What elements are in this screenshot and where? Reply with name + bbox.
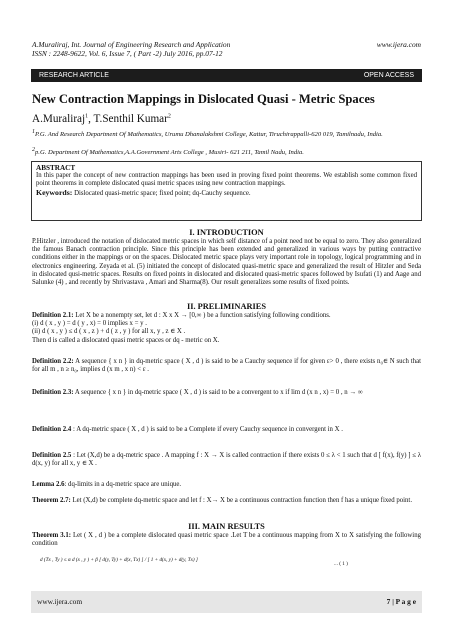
- definition-2-5-text: : Let (X,d) be a dq-metric space . A mapping f : X → X is called contraction if there exists 0 ≤ λ < 1 such that d [ f(x), f(y) ] ≤ λ d(x, y) for all x, y ∈ X .: [32, 452, 421, 468]
- definition-2-1-condition-i: (i) d ( x , y ) = d ( y , x) = 0 implies x = y .: [32, 320, 147, 328]
- definition-2-1-conclusion: Then d is called a dislocated quasi metric spaces or dq - metric on X.: [32, 336, 220, 344]
- abstract-body: In this paper the concept of new contraction mappings has been used in proving fixed point theorems. We establish some common fixed point theorems in complete dislocated quasi metric spaces using new contraction mappings.: [36, 172, 417, 188]
- theorem-3-1-text: Let ( X , d ) be a complete dislocated quasi metric space .Let T be a continuous mapping from X to X satisfying the following condition: [32, 532, 421, 548]
- introduction-paragraph: P.Hitzler , introduced the notation of dislocated metric spaces in which self distance of a point need not be equal to zero. They also generalized the famous Banach contraction principle. Since this principle has been extended and generalized in various ways by putting contractive conditions either in the mappings or on the spaces. Dislocated metric space plays very important role in topology, logical programming and in electronics engineering. Zeyada et al. (5) initiated the concept of dislocated quasi-metric space and generalized the result of Hitzler and Seda in dislocated qusi-metric spaces. Results on fixed points in dislocated and dislocated quasi-metric spaces followed by Isufati (1) and Aage and Salunke (4) , and recently by Shrivastava , Amari and Sharma(8). Our result generalizes some results of fixed points.: [32, 238, 421, 287]
- lemma-2-6-label: Lemma 2.6: [32, 481, 65, 488]
- affiliation-2: [32, 146, 423, 158]
- definition-2-4: [32, 426, 421, 434]
- definition-2-2-text: A sequence { x n } in dq-metric space ( X , d ) is said to be a Cauchy sequence if for given ε> 0 , there exists n₀∈ N such that for all m , n ≥ n₀, implies d (x m , x n) < ε .: [32, 358, 421, 374]
- journal-website[interactable]: www.ijera.com: [376, 40, 421, 49]
- affiliation-2-text: p.G. Department Of Mathematics,A.A.Government Arts College , Musiri- 621 211, Tamil Nadu, India.: [35, 149, 304, 157]
- definition-2-2-label: Definition 2.2:: [32, 358, 74, 365]
- theorem-3-1: [32, 532, 421, 548]
- journal-citation: A.Muraliraj, Int. Journal of Engineering Research and Application: [32, 40, 231, 49]
- section-heading-preliminaries: II. PRELIMINARIES: [186, 302, 267, 311]
- theorem-2-7-text: Let (X,d) be complete dq-metric space and let f : X→ X be a continuous contraction function then f has a unique fixed point.: [70, 497, 413, 504]
- page-footer: [31, 591, 422, 613]
- definition-2-1: [32, 312, 421, 345]
- affiliation-1: [32, 128, 423, 140]
- definition-2-1-label: Definition 2.1:: [32, 312, 74, 319]
- contraction-formula: d (Tx , Ty ) ≤ α d (x , y ) + β [ d(y, Ty) + d(x, Tx) ] / [ 1 + d(x, y) + d(y, Tx) ]: [40, 557, 198, 563]
- lemma-2-6-text: : dq-limits in a dq-metric space are unique.: [64, 481, 182, 488]
- definition-2-3: [32, 389, 421, 397]
- affiliation-1-sup: 1: [32, 129, 35, 135]
- keywords-text: Dislocated quasi-metric space; fixed point; dq-Cauchy sequence.: [74, 189, 251, 197]
- theorem-2-7-label: Theorem 2.7:: [32, 497, 71, 504]
- definition-2-3-text: A sequence { x n } in dq-metric space ( X , d ) is said to be a convergent to x if lim d (x n , x) = 0 , n → ∞: [73, 389, 363, 396]
- article-type-band: [31, 69, 422, 82]
- definition-2-1-condition-ii: (ii) d ( x , y ) ≤ d ( x , z ) + d ( z , y ) for all x, y , z ∈ X .: [32, 328, 186, 336]
- author-1: A.Muraliraj: [32, 113, 86, 125]
- keywords-label: Keywords:: [36, 187, 73, 197]
- research-article-label: RESEARCH ARTICLE: [39, 72, 109, 79]
- keywords-line: [36, 189, 417, 198]
- open-access-label: OPEN ACCESS: [363, 72, 414, 79]
- issn-line: ISSN : 2248-9622, Vol. 6, Issue 7, ( Part -2) July 2016, pp.07-12: [32, 49, 223, 58]
- abstract-heading: ABSTRACT: [36, 164, 76, 172]
- affiliation-1-text: P.G. And Research Department Of Mathematics, Urumu Dhanalakshmi College, Kattur, Tiruchirappalli-620 019, Tamilnadu, India.: [35, 131, 383, 139]
- definition-2-5: [32, 452, 421, 468]
- definition-2-5-label: Definition 2.5: [32, 452, 72, 459]
- section-heading-main-results: III. MAIN RESULTS: [188, 522, 265, 531]
- theorem-3-1-label: Theorem 3.1:: [32, 532, 72, 539]
- definition-2-3-label: Definition 2.3:: [32, 389, 74, 396]
- author-2-sup: 2: [167, 113, 171, 120]
- page-number: 7 | P a g e: [386, 597, 416, 606]
- definition-2-1-text: Let X be a nonempty set, let d : X x X → [0,∞ ) be a function satisfying following conditions.: [73, 312, 331, 319]
- definition-2-2: [32, 358, 421, 374]
- definition-2-4-label: Definition 2.4: [32, 426, 72, 433]
- author-1-sup: 1: [85, 113, 89, 120]
- theorem-2-7: [32, 497, 421, 505]
- author-2: , T.Senthil Kumar: [88, 113, 168, 125]
- formula-number: ... ( 1 ): [334, 561, 348, 567]
- abstract-box: [31, 161, 422, 221]
- definition-2-4-text: : A dq-metric space ( X , d ) is said to be a Complete if every Cauchy sequence in convergent in X .: [71, 426, 343, 433]
- lemma-2-6: [32, 481, 421, 489]
- section-heading-introduction: I. INTRODUCTION: [189, 228, 264, 237]
- author-list: [32, 113, 171, 125]
- affiliation-2-sup: 2: [32, 147, 35, 153]
- paper-title: New Contraction Mappings in Dislocated Quasi - Metric Spaces: [32, 92, 375, 106]
- running-header: [32, 40, 421, 58]
- footer-website[interactable]: www.ijera.com: [37, 597, 83, 606]
